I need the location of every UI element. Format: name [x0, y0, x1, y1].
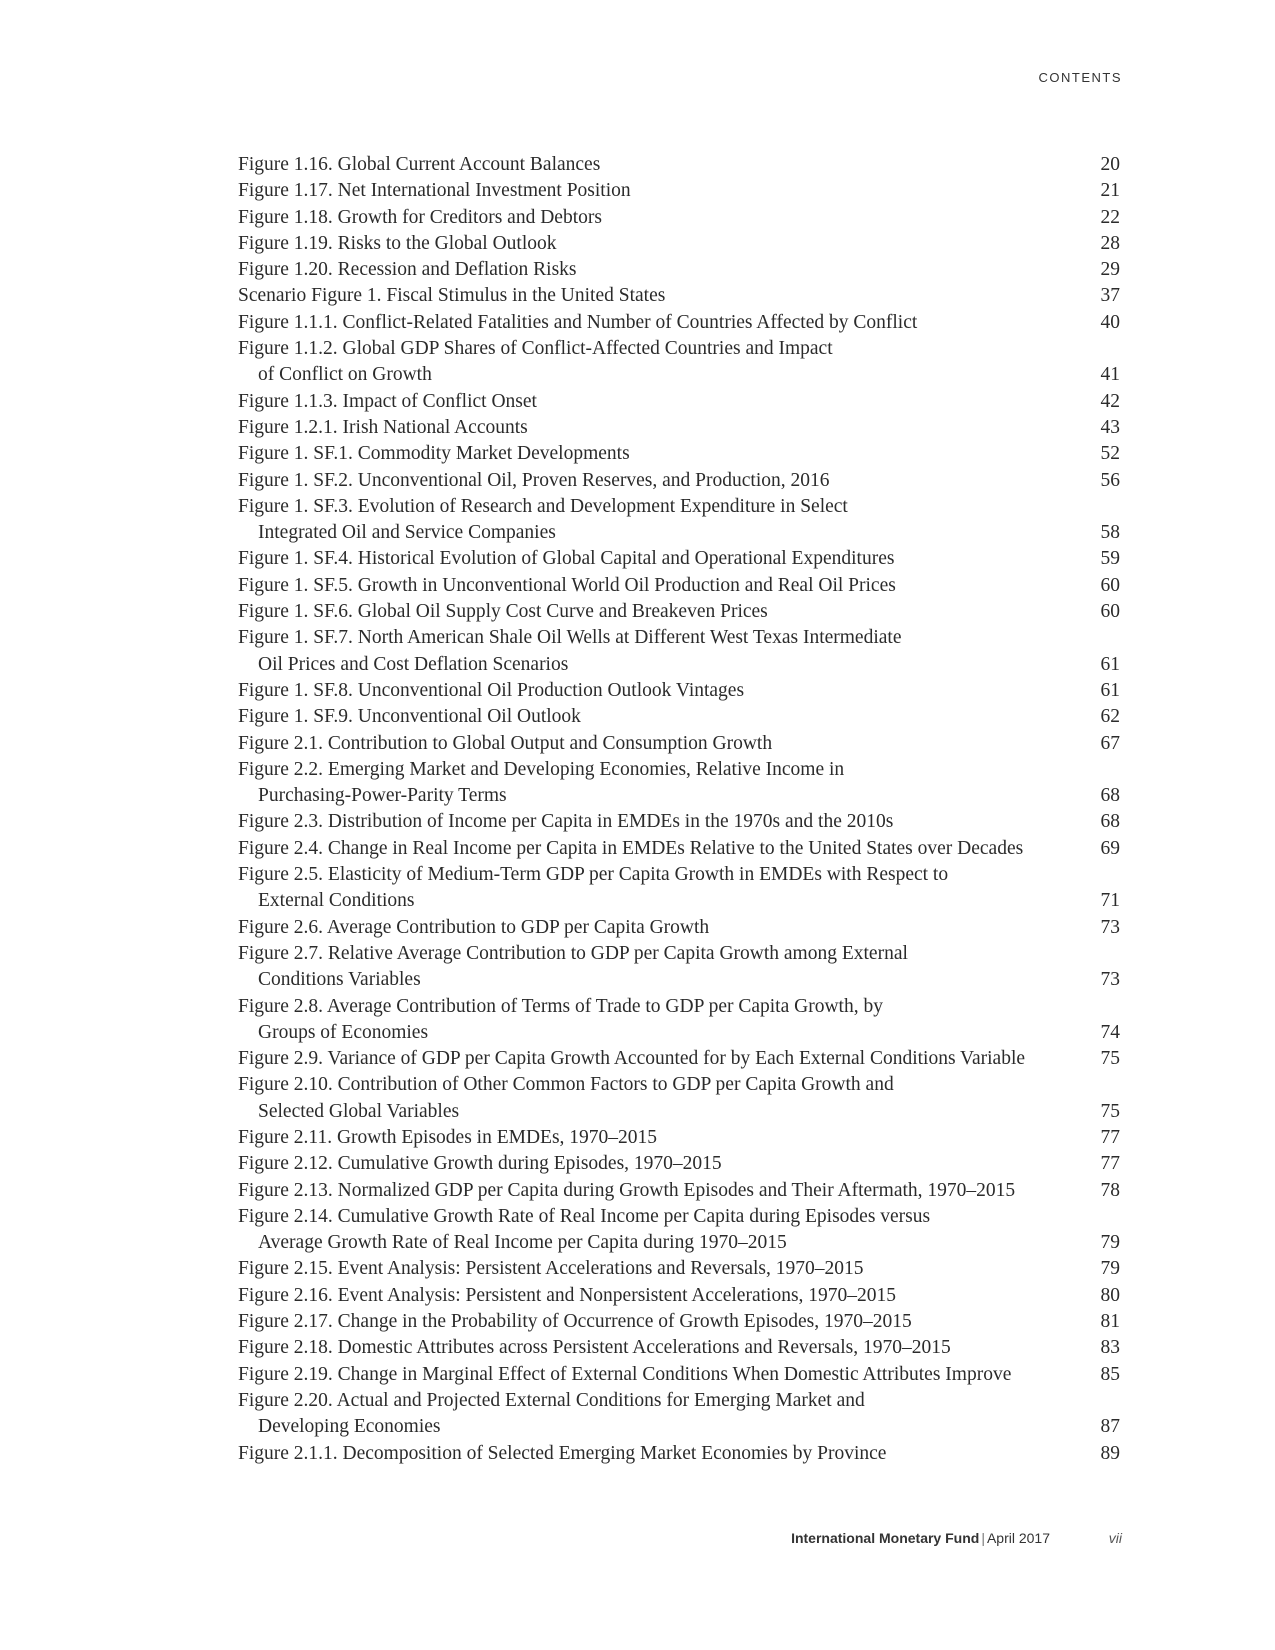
- toc-entry-title: [238, 310, 1080, 336]
- toc-entry-title-continuation: Groups of Economies: [258, 1021, 429, 1043]
- toc-entry[interactable]: [238, 1256, 1120, 1282]
- toc-entry-title-continuation: Conditions Variables: [258, 969, 421, 991]
- toc-entry-page-number: 61: [1100, 653, 1120, 675]
- toc-entry-title: [238, 1125, 1080, 1151]
- toc-entry[interactable]: [238, 205, 1120, 231]
- toc-entry[interactable]: [238, 1388, 1120, 1441]
- toc-entry[interactable]: [238, 389, 1120, 415]
- toc-entry[interactable]: [238, 1204, 1120, 1257]
- toc-entry-title-line: Figure 1. SF.5. Growth in Unconventional World Oil Production and Real Oil Prices: [238, 574, 896, 596]
- toc-entry-title-line: Figure 2.14. Cumulative Growth Rate of Real Income per Capita during Episodes versus: [238, 1205, 931, 1227]
- toc-entry[interactable]: [238, 1151, 1120, 1177]
- toc-entry-title-line: Figure 1.16. Global Current Account Balances: [238, 154, 601, 175]
- toc-entry-page-number: 61: [1100, 679, 1120, 701]
- toc-entry-page-number: 41: [1100, 364, 1120, 386]
- toc-entry-title-continuation: of Conflict on Growth: [258, 364, 432, 386]
- toc-entry-page-number: 79: [1100, 1258, 1120, 1280]
- footer-organization: International Monetary Fund: [791, 1530, 980, 1546]
- toc-entry-title-line: Figure 2.18. Domestic Attributes across Persistent Accelerations and Reversals, 1970–2015: [238, 1337, 951, 1359]
- toc-entry-title-line: Figure 1.1.3. Impact of Conflict Onset: [238, 390, 537, 412]
- toc-entry-page-number: 89: [1100, 1442, 1120, 1464]
- toc-entry-page-number: 79: [1100, 1232, 1120, 1254]
- toc-entry[interactable]: [238, 1178, 1120, 1204]
- toc-entry-title: [238, 1441, 1080, 1467]
- publication-credit: [791, 1530, 1050, 1546]
- toc-entry-page-number: 28: [1100, 232, 1120, 254]
- toc-entry-page-number: 29: [1100, 259, 1120, 281]
- toc-entry-title: [238, 1283, 1080, 1309]
- toc-entry-title: [238, 704, 1080, 730]
- toc-entry-page-number: 87: [1100, 1416, 1120, 1438]
- toc-entry[interactable]: [238, 1335, 1120, 1361]
- toc-entry-title-line: Figure 2.15. Event Analysis: Persistent Accelerations and Reversals, 1970–2015: [238, 1258, 864, 1280]
- toc-entry-page-number: 60: [1100, 601, 1120, 623]
- toc-entry-page-number: 83: [1100, 1337, 1120, 1359]
- toc-entry[interactable]: [238, 336, 1120, 389]
- page-footer: [0, 1530, 1275, 1550]
- toc-entry-title-line: Figure 2.13. Normalized GDP per Capita during Growth Episodes and Their Aftermath, 1970–2015: [238, 1179, 1016, 1201]
- toc-entry-page-number: 77: [1100, 1153, 1120, 1175]
- toc-entry-title: [238, 205, 1080, 231]
- toc-entry-title-line: Figure 1.1.2. Global GDP Shares of Conflict-Affected Countries and Impact: [238, 338, 833, 360]
- footer-separator: |: [981, 1530, 985, 1546]
- toc-entry-title: [238, 178, 1080, 204]
- toc-entry-title: [238, 573, 1080, 599]
- toc-entry-title-line: Figure 1. SF.7. North American Shale Oil Wells at Different West Texas Intermediate: [238, 627, 902, 649]
- toc-entry[interactable]: [238, 836, 1120, 862]
- toc-entry-page-number: 68: [1100, 785, 1120, 807]
- toc-entry-page-number: 71: [1100, 890, 1120, 912]
- toc-entry[interactable]: [238, 468, 1120, 494]
- toc-entry[interactable]: [238, 1362, 1120, 1388]
- toc-entry[interactable]: [238, 257, 1120, 283]
- toc-entry-page-number: 58: [1100, 522, 1120, 544]
- toc-entry-title-line: Figure 2.12. Cumulative Growth during Episodes, 1970–2015: [238, 1153, 722, 1175]
- toc-entry-title-continuation: External Conditions: [258, 890, 415, 912]
- toc-entry-page-number: 42: [1100, 390, 1120, 412]
- toc-entry[interactable]: [238, 1046, 1120, 1072]
- toc-entry-title-line: Figure 2.17. Change in the Probability of Occurrence of Growth Episodes, 1970–2015: [238, 1311, 912, 1333]
- toc-entry[interactable]: [238, 178, 1120, 204]
- toc-entry-title-line: Figure 1. SF.9. Unconventional Oil Outlook: [238, 706, 581, 728]
- toc-entry[interactable]: [238, 1309, 1120, 1335]
- toc-entry-title: [238, 1178, 1080, 1204]
- toc-entry[interactable]: [238, 441, 1120, 467]
- toc-entry[interactable]: [238, 1072, 1120, 1125]
- toc-entry-page-number: 56: [1100, 469, 1120, 491]
- toc-entry-page-number: 52: [1100, 443, 1120, 465]
- toc-entry-title-line: Figure 2.6. Average Contribution to GDP per Capita Growth: [238, 916, 710, 938]
- running-head: CONTENTS: [1038, 70, 1122, 85]
- toc-entry-title-line: Figure 2.19. Change in Marginal Effect of External Conditions When Domestic Attributes Improve: [238, 1363, 1012, 1385]
- toc-entry-title: [238, 1388, 1080, 1441]
- toc-entry[interactable]: [238, 678, 1120, 704]
- toc-entry-title-line: Figure 1.18. Growth for Creditors and Debtors: [238, 206, 602, 228]
- toc-entry-title: [238, 809, 1080, 835]
- toc-entry-title-continuation: Developing Economies: [258, 1416, 441, 1438]
- toc-entry[interactable]: [238, 704, 1120, 730]
- toc-entry-title: [238, 1151, 1080, 1177]
- toc-entry[interactable]: [238, 231, 1120, 257]
- toc-entry-title: [238, 283, 1080, 309]
- toc-entry-title-line: Figure 2.5. Elasticity of Medium-Term GDP per Capita Growth in EMDEs with Respect to: [238, 864, 949, 886]
- toc-entry-title-line: Figure 2.7. Relative Average Contribution to GDP per Capita Growth among External: [238, 942, 908, 964]
- toc-entry-page-number: 20: [1100, 154, 1120, 175]
- toc-entry-title-line: Scenario Figure 1. Fiscal Stimulus in the United States: [238, 285, 666, 307]
- toc-entry-title-line: Figure 2.20. Actual and Projected External Conditions for Emerging Market and: [238, 1389, 865, 1411]
- toc-entry-title: [238, 1072, 1080, 1125]
- toc-entry-title: [238, 625, 1080, 678]
- toc-entry-title: [238, 1046, 1080, 1072]
- toc-entry-title-continuation: Selected Global Variables: [258, 1100, 460, 1122]
- toc-entry-title: [238, 915, 1080, 941]
- footer-date: April 2017: [986, 1530, 1050, 1546]
- toc-entry[interactable]: [238, 494, 1120, 547]
- toc-entry[interactable]: [238, 546, 1120, 572]
- toc-entry[interactable]: [238, 152, 1120, 178]
- toc-entry[interactable]: [238, 941, 1120, 994]
- toc-entry-page-number: 67: [1100, 732, 1120, 754]
- toc-entry-title-line: Figure 1.20. Recession and Deflation Risks: [238, 259, 577, 281]
- toc-entry-title-line: Figure 2.10. Contribution of Other Common Factors to GDP per Capita Growth and: [238, 1074, 894, 1096]
- toc-entry-title-line: Figure 2.8. Average Contribution of Terms of Trade to GDP per Capita Growth, by: [238, 995, 883, 1017]
- toc-entry-title: [238, 389, 1080, 415]
- toc-entry-title-line: Figure 1.2.1. Irish National Accounts: [238, 416, 528, 438]
- toc-entry-title: [238, 836, 1080, 862]
- table-of-figures: [238, 152, 1120, 1467]
- toc-entry-title: [238, 862, 1080, 915]
- toc-entry-page-number: 74: [1100, 1021, 1120, 1043]
- toc-entry[interactable]: [238, 599, 1120, 625]
- toc-entry-title-line: Figure 2.4. Change in Real Income per Capita in EMDEs Relative to the United States over Decades: [238, 837, 1024, 859]
- toc-entry-title: [238, 546, 1080, 572]
- toc-entry-page-number: 59: [1100, 548, 1120, 570]
- toc-entry[interactable]: [238, 415, 1120, 441]
- toc-entry[interactable]: [238, 310, 1120, 336]
- toc-entry-title: [238, 1256, 1080, 1282]
- toc-entry-page-number: 37: [1100, 285, 1120, 307]
- toc-entry-page-number: 78: [1100, 1179, 1120, 1201]
- toc-entry-title-continuation: Oil Prices and Cost Deflation Scenarios: [258, 653, 569, 675]
- toc-entry-title: [238, 231, 1080, 257]
- toc-entry-title: [238, 1362, 1080, 1388]
- toc-entry-title: [238, 1335, 1080, 1361]
- toc-entry-title-line: Figure 2.2. Emerging Market and Developing Economies, Relative Income in: [238, 758, 845, 780]
- toc-entry[interactable]: [238, 757, 1120, 810]
- toc-entry-title: [238, 336, 1080, 389]
- toc-entry-title-continuation: Integrated Oil and Service Companies: [258, 522, 556, 544]
- toc-entry-title-continuation: Purchasing-Power-Parity Terms: [258, 785, 507, 807]
- toc-entry[interactable]: [238, 915, 1120, 941]
- toc-entry[interactable]: [238, 809, 1120, 835]
- toc-entry[interactable]: [238, 573, 1120, 599]
- toc-entry-page-number: 75: [1100, 1048, 1120, 1070]
- toc-entry-page-number: 60: [1100, 574, 1120, 596]
- toc-entry-title-line: Figure 2.1. Contribution to Global Output and Consumption Growth: [238, 732, 773, 754]
- toc-entry-title: [238, 941, 1080, 994]
- toc-entry-title: [238, 678, 1080, 704]
- toc-entry-title-line: Figure 1.19. Risks to the Global Outlook: [238, 232, 557, 254]
- toc-entry-page-number: 81: [1100, 1311, 1120, 1333]
- toc-entry-title: [238, 415, 1080, 441]
- toc-entry-page-number: 85: [1100, 1363, 1120, 1385]
- toc-entry[interactable]: [238, 994, 1120, 1047]
- toc-entry-title: [238, 994, 1080, 1047]
- toc-entry-page-number: 73: [1100, 969, 1120, 991]
- toc-entry-title-line: Figure 2.9. Variance of GDP per Capita Growth Accounted for by Each External Conditions Variable: [238, 1048, 1026, 1070]
- toc-entry-page-number: 73: [1100, 916, 1120, 938]
- toc-entry-page-number: 80: [1100, 1284, 1120, 1306]
- toc-entry-page-number: 77: [1100, 1126, 1120, 1148]
- toc-entry-page-number: 40: [1100, 311, 1120, 333]
- toc-entry-title-line: Figure 1. SF.8. Unconventional Oil Production Outlook Vintages: [238, 679, 745, 701]
- toc-entry-title: [238, 1309, 1080, 1335]
- toc-entry[interactable]: [238, 731, 1120, 757]
- toc-entry-title-line: Figure 2.3. Distribution of Income per Capita in EMDEs in the 1970s and the 2010s: [238, 811, 894, 833]
- toc-entry[interactable]: [238, 1441, 1120, 1467]
- toc-entry-page-number: 62: [1100, 706, 1120, 728]
- toc-entry-title: [238, 599, 1080, 625]
- toc-entry-page-number: 75: [1100, 1100, 1120, 1122]
- toc-entry-title-line: Figure 2.11. Growth Episodes in EMDEs, 1970–2015: [238, 1126, 658, 1148]
- toc-entry-title-line: Figure 1. SF.1. Commodity Market Developments: [238, 443, 630, 465]
- toc-entry-title: [238, 494, 1080, 547]
- toc-entry-title-line: Figure 2.1.1. Decomposition of Selected Emerging Market Economies by Province: [238, 1442, 887, 1464]
- toc-entry-page-number: 68: [1100, 811, 1120, 833]
- page-number: vii: [1108, 1530, 1122, 1546]
- toc-entry-page-number: 69: [1100, 837, 1120, 859]
- toc-entry-page-number: 43: [1100, 416, 1120, 438]
- toc-entry-title: [238, 1204, 1080, 1257]
- toc-entry-title-line: Figure 1. SF.6. Global Oil Supply Cost Curve and Breakeven Prices: [238, 601, 768, 623]
- toc-entry[interactable]: [238, 1125, 1120, 1151]
- toc-entry-title: [238, 152, 1080, 178]
- toc-entry-title: [238, 468, 1080, 494]
- toc-entry-title-line: Figure 1. SF.2. Unconventional Oil, Proven Reserves, and Production, 2016: [238, 469, 830, 491]
- toc-entry-title-line: Figure 2.16. Event Analysis: Persistent and Nonpersistent Accelerations, 1970–2015: [238, 1284, 897, 1306]
- toc-entry[interactable]: [238, 862, 1120, 915]
- toc-entry-title-continuation: Average Growth Rate of Real Income per Capita during 1970–2015: [258, 1232, 787, 1254]
- toc-entry-page-number: 22: [1100, 206, 1120, 228]
- toc-entry-title-line: Figure 1. SF.3. Evolution of Research and Development Expenditure in Select: [238, 495, 848, 517]
- toc-entry-title: [238, 757, 1080, 810]
- toc-entry-title-line: Figure 1.17. Net International Investment Position: [238, 180, 631, 202]
- toc-entry-title: [238, 441, 1080, 467]
- toc-entry-title: [238, 257, 1080, 283]
- toc-entry-title: [238, 731, 1080, 757]
- toc-entry-title-line: Figure 1.1.1. Conflict-Related Fatalities and Number of Countries Affected by Conflict: [238, 311, 918, 333]
- toc-entry[interactable]: [238, 1283, 1120, 1309]
- toc-entry-page-number: 21: [1100, 180, 1120, 202]
- toc-entry-title-line: Figure 1. SF.4. Historical Evolution of Global Capital and Operational Expenditures: [238, 548, 895, 570]
- toc-entry[interactable]: [238, 625, 1120, 678]
- toc-entry[interactable]: [238, 283, 1120, 309]
